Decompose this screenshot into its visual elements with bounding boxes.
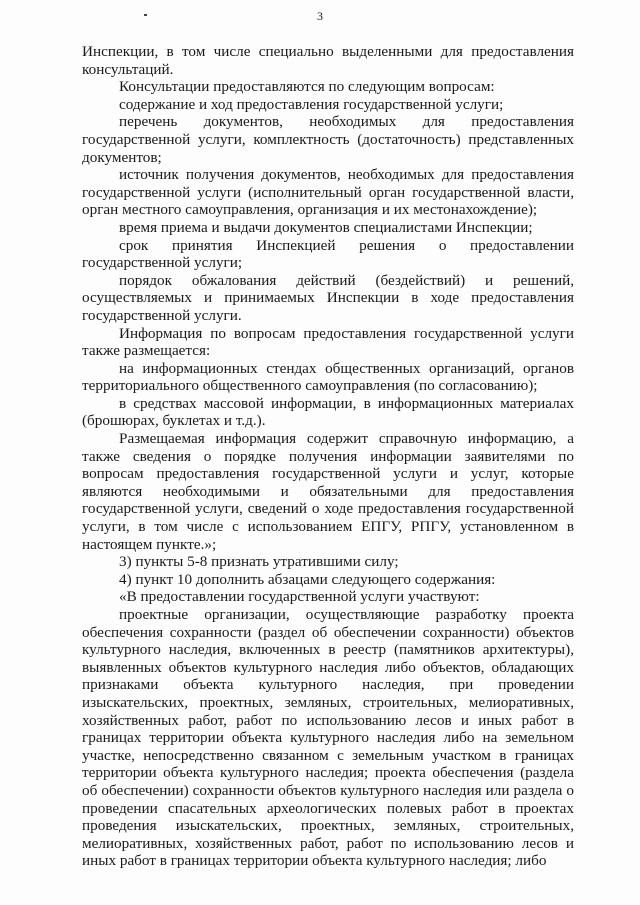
paragraph-continuation: Инспекции, в том числе специально выделенными для предоставления консультаций. bbox=[82, 43, 574, 78]
page-number: 3 bbox=[317, 9, 323, 23]
paragraph-list-item: на информационных стендах общественных организаций, органов территориального общественного самоуправления (по согласованию); bbox=[82, 359, 574, 395]
paragraph-participants-detail: проектные организации, осуществляющие разработку проекта обеспечения сохранности (раздел об обеспечении сохранности) объектов культурного наследия, включенных в реестр (памятников архитектуры), выявленных объектов культурного наследия либо объектов, обладающих признаками объекта культурного наследия, при проведении изыскательских, проектных, земляных, строительных, мелиоративных, хозяйственных работ, работ по использованию лесов и иных работ в границах территории объекта культурного наследия либо на земельном участке, непосредственно связанном с земельным участком в границах территории объекта культурного наследия; проекта обеспечения (раздела об обеспечении) сохранности объектов культурного наследия или раздела о проведении спасательных археологических полевых работ в проектах проведения изыскательских, проектных, земляных, строительных, мелиоративных, хозяйственных работ, работ по использованию лесов и иных работ в границах территории объекта культурного наследия; либо bbox=[82, 606, 574, 870]
document-body bbox=[82, 43, 574, 870]
paragraph-list-item: порядок обжалования действий (бездействий) и решений, осуществляемых и принимаемых Инспекции в ходе предоставления государственной услуги. bbox=[82, 271, 574, 324]
paragraph-list-item: перечень документов, необходимых для предоставления государственной услуги, комплектность (достаточность) представленных документов; bbox=[82, 113, 574, 166]
paragraph-list-item: в средствах массовой информации, в информационных материалах (брошюрах, буклетах и т.д.). bbox=[82, 394, 574, 430]
paragraph-amendment-3: 3) пункты 5-8 признать утратившими силу; bbox=[119, 553, 399, 571]
paragraph-consultation-intro: Консультации предоставляются по следующим вопросам: bbox=[119, 78, 495, 96]
paragraph-list-item: срок принятия Инспекцией решения о предоставлении государственной услуги; bbox=[82, 236, 574, 272]
paragraph-list-item: время приема и выдачи документов специалистами Инспекции; bbox=[119, 218, 533, 236]
paragraph-participants-intro: «В предоставлении государственной услуги участвуют: bbox=[119, 588, 480, 606]
paragraph-information-content: Размещаемая информация содержит справочную информацию, а также сведения о порядке получения информации заявителями по вопросам предоставления государственной услуги и услуг, которые являются необходимыми и обязательными для предоставления государственной услуги, сведений о ходе предоставления государственной услуги, в том числе с использованием ЕПГУ, РПГУ, установленном в настоящем пункте.»; bbox=[82, 430, 574, 553]
paragraph-information-intro: Информация по вопросам предоставления государственной услуги также размещается: bbox=[82, 324, 574, 360]
paragraph-list-item: источник получения документов, необходимых для предоставления государственной услуги (исполнительный орган государственной власти, орган местного самоуправления, организация и их местонахождение); bbox=[82, 166, 574, 219]
paragraph-list-item: содержание и ход предоставления государственной услуги; bbox=[119, 95, 504, 113]
paragraph-amendment-4: 4) пункт 10 дополнить абзацами следующего содержания: bbox=[119, 570, 496, 588]
